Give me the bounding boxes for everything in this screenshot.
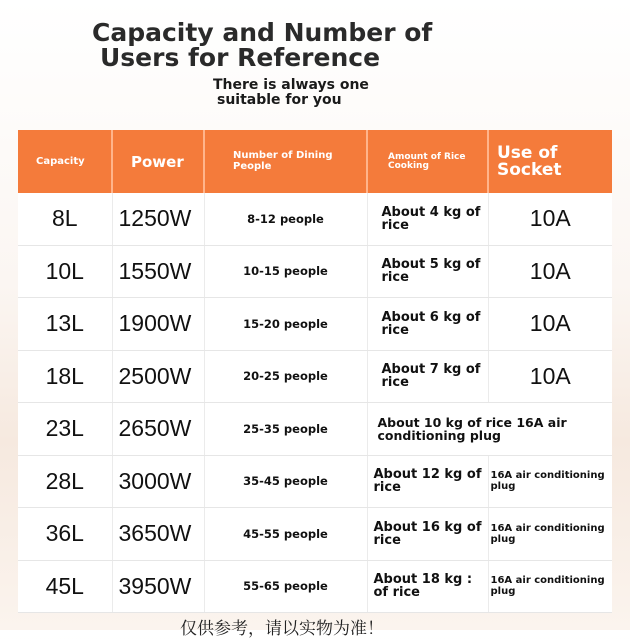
cell-capacity: 36L: [18, 508, 112, 561]
cell-rice: About 6 kg of rice: [367, 298, 488, 351]
header-power: Power: [112, 130, 204, 193]
cell-rice-socket: About 10 kg of rice 16A air conditioning plug: [367, 403, 612, 456]
table-row: [18, 508, 612, 561]
header-capacity: Capacity: [18, 130, 112, 193]
table-row: [18, 298, 612, 351]
capacity-table: [18, 130, 612, 613]
cell-power: 3650W: [112, 508, 204, 561]
cell-people: 20-25 people: [204, 350, 367, 403]
cell-capacity: 23L: [18, 403, 112, 456]
page-title: [92, 20, 432, 70]
subtitle-line-2: suitable for you: [217, 91, 342, 108]
cell-power: 1250W: [112, 193, 204, 245]
cell-people: 55-65 people: [204, 560, 367, 613]
cell-capacity: 18L: [18, 350, 112, 403]
footer-note: 仅供参考，请以实物为准！: [180, 619, 384, 639]
table-row: [18, 193, 612, 245]
cell-socket: 10A: [488, 350, 612, 403]
cell-socket: 16A air conditioning plug: [488, 455, 612, 508]
cell-rice: About 16 kg of rice: [367, 508, 488, 561]
cell-rice: About 12 kg of rice: [367, 455, 488, 508]
cell-power: 3950W: [112, 560, 204, 613]
table-row: [18, 245, 612, 298]
cell-socket: 16A air conditioning plug: [488, 560, 612, 613]
cell-rice: About 4 kg of rice: [367, 193, 488, 245]
header-socket: Use of Socket: [488, 130, 612, 193]
cell-capacity: 45L: [18, 560, 112, 613]
table-header-row: [18, 130, 612, 193]
cell-people: 35-45 people: [204, 455, 367, 508]
cell-power: 2650W: [112, 403, 204, 456]
cell-people: 8-12 people: [204, 193, 367, 245]
header-rice-amount: Amount of Rice Cooking: [367, 130, 488, 193]
table-row: [18, 350, 612, 403]
cell-socket: 16A air conditioning plug: [488, 508, 612, 561]
cell-power: 3000W: [112, 455, 204, 508]
cell-socket: 10A: [488, 245, 612, 298]
cell-rice: About 5 kg of rice: [367, 245, 488, 298]
table-row: [18, 403, 612, 456]
cell-power: 1550W: [112, 245, 204, 298]
cell-people: 25-35 people: [204, 403, 367, 456]
cell-capacity: 28L: [18, 455, 112, 508]
subtitle: [213, 78, 369, 107]
cell-socket: 10A: [488, 298, 612, 351]
cell-rice: About 18 kg : of rice: [367, 560, 488, 613]
table-row: [18, 455, 612, 508]
subtitle-line-1: There is always one: [213, 77, 369, 93]
header-dining-people: Number of Dining People: [204, 130, 367, 193]
cell-power: 1900W: [112, 298, 204, 351]
title-line-1: Capacity and Number of: [92, 18, 433, 47]
cell-socket: 10A: [488, 193, 612, 245]
cell-capacity: 13L: [18, 298, 112, 351]
cell-power: 2500W: [112, 350, 204, 403]
title-line-2: Users for Reference: [100, 43, 381, 72]
cell-people: 15-20 people: [204, 298, 367, 351]
cell-people: 45-55 people: [204, 508, 367, 561]
table-row: [18, 560, 612, 613]
cell-rice: About 7 kg of rice: [367, 350, 488, 403]
cell-capacity: 8L: [18, 193, 112, 245]
cell-capacity: 10L: [18, 245, 112, 298]
cell-people: 10-15 people: [204, 245, 367, 298]
